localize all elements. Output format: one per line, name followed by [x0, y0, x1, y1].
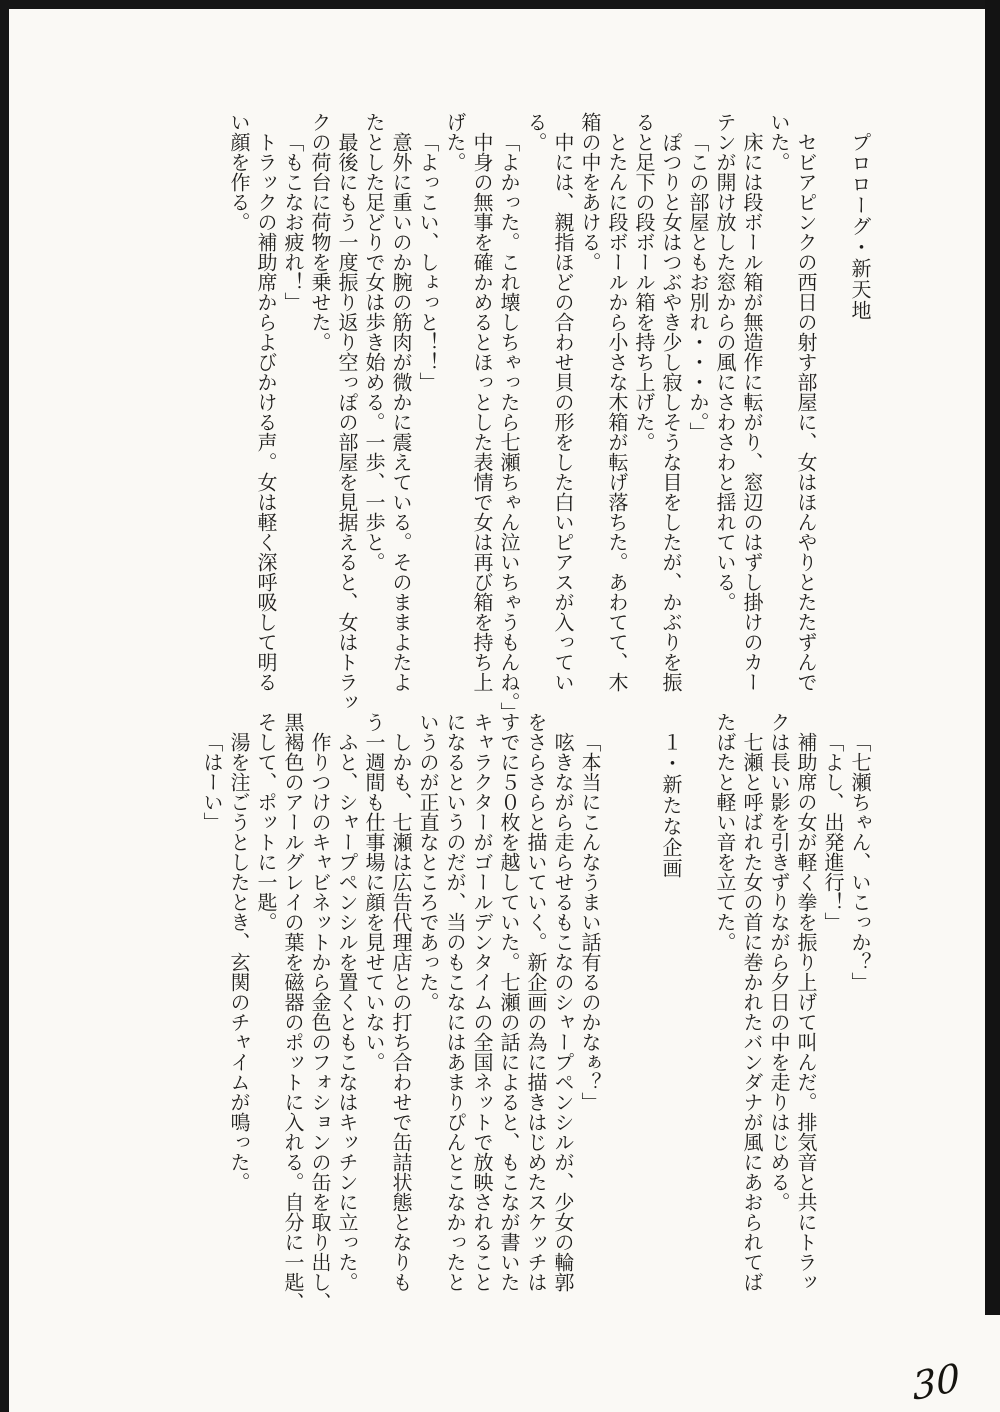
- text-column: 最後にもう一度振り返り空っぽの部屋を見据えると、女はトラッ: [335, 132, 357, 712]
- text-column: をさらさらと描いていく。新企画の為に描きはじめたスケッチは: [524, 712, 546, 1292]
- text-column: 「この部屋ともお別れ・・・か。」: [686, 132, 708, 442]
- text-column: 湯を注ごうとしたとき、玄関のチャイムが鳴った。: [227, 732, 249, 1192]
- text-column: すでに５０枚を越していた。七瀬の話によると、もこなが書いた: [497, 712, 519, 1292]
- text-column: 「七瀬ちゃん、いこっか？」: [848, 732, 870, 992]
- blank-column: [683, 712, 710, 1296]
- text-column: いた。: [767, 112, 789, 172]
- text-column: 中身の無事を確かめるとほっとした表情で女は再び箱を持ち上: [470, 132, 492, 692]
- text-column: 「本当にこんなうまい話有るのかなぁ？」: [578, 732, 600, 1112]
- blank-column: [629, 712, 656, 1296]
- text-column: キャラクターがゴールデンタイムの全国ネットで放映されること: [470, 712, 492, 1292]
- text-column: げた。: [443, 112, 465, 172]
- chapter-heading: １・新たな企画: [659, 732, 681, 879]
- text-column: 中には、親指ほどの合わせ貝の形をした白いピアスが入ってい: [551, 132, 573, 692]
- text-column: 補助席の女が軽く拳を振り上げて叫んだ。排気音と共にトラッ: [794, 732, 816, 1292]
- text-column: トラックの補助席からよびかける声。女は軽く深呼吸して明る: [254, 132, 276, 692]
- text-column: テンが開け放した窓からの風にさわさわと揺れている。: [713, 112, 735, 612]
- text-column: 「よっこい、しょっと！！」: [416, 132, 438, 392]
- paper: [9, 9, 1000, 1412]
- text-column: 「よかった。これ壊しちゃったら七瀬ちゃん泣いちゃうもんね。」: [497, 132, 519, 722]
- text-column: 七瀬と呼ばれた女の首に巻かれたバンダナが風にあおられてば: [740, 732, 762, 1292]
- text-column: る。: [524, 112, 546, 152]
- chapter1-text-block: [197, 712, 872, 1312]
- text-column: 箱の中をあける。: [578, 112, 600, 272]
- text-column: 作りつけのキャビネットから金色のフォションの缶を取り出し、: [308, 732, 330, 1312]
- text-column: ると足下の段ボール箱を持ち上げた。: [632, 112, 654, 452]
- text-column: そして、ポットに一匙。: [254, 712, 276, 932]
- text-column: 「はーい」: [200, 732, 222, 832]
- text-column: クの荷台に荷物を乗せた。: [308, 112, 330, 352]
- text-column: 意外に重いのか腕の筋肉が微かに震えている。そのままよたよ: [389, 132, 411, 692]
- text-column: ぽつりと女はつぶやき少し寂しそうな目をしたが、かぶりを振: [659, 132, 681, 692]
- page-number: 30: [910, 1354, 962, 1410]
- scan-edge-right: [985, 0, 1000, 1315]
- text-column: とたんに段ボールから小さな木箱が転げ落ちた。あわてて、木: [605, 132, 627, 692]
- text-column: 呟きながら走らせるもこなのシャープペンシルが、少女の輪郭: [551, 732, 573, 1292]
- text-column: たとした足どりで女は歩き始める。一歩、一歩と。: [362, 112, 384, 572]
- text-column: 「よし、出発進行！」: [821, 732, 843, 932]
- text-column: い顔を作る。: [227, 112, 249, 232]
- text-column: しかも、七瀬は広告代理店との打ち合わせで缶詰状態となりも: [389, 732, 411, 1292]
- text-column: う一週間も仕事場に顔を見せていない。: [362, 712, 384, 1072]
- text-column: クは長い影を引きずりながら夕日の中を走りはじめる。: [767, 712, 789, 1212]
- text-column: いうのが正直なところであった。: [416, 712, 438, 1012]
- text-column: 「もこなお疲れ！」: [281, 132, 303, 312]
- blank-column: [818, 112, 845, 696]
- prologue-text-block: [224, 112, 872, 722]
- prologue-title: プロローグ・新天地: [848, 132, 870, 321]
- text-column: 黒褐色のアールグレイの葉を磁器のポットに入れる。自分に一匙、: [281, 712, 303, 1312]
- text-column: ふと、シャープペンシルを置くともこなはキッチンに立った。: [335, 732, 357, 1292]
- blank-column: [602, 712, 629, 1296]
- text-column: セビアピンクの西日の射す部屋に、女はほんやりとたたずんで: [794, 132, 816, 692]
- text-column: になるというのだが、当のもこなにはあまりぴんとこなかったと: [443, 712, 465, 1292]
- text-column: たばたと軽い音を立てた。: [713, 712, 735, 952]
- text-column: 床には段ボール箱が無造作に転がり、窓辺のはずし掛けのカー: [740, 132, 762, 692]
